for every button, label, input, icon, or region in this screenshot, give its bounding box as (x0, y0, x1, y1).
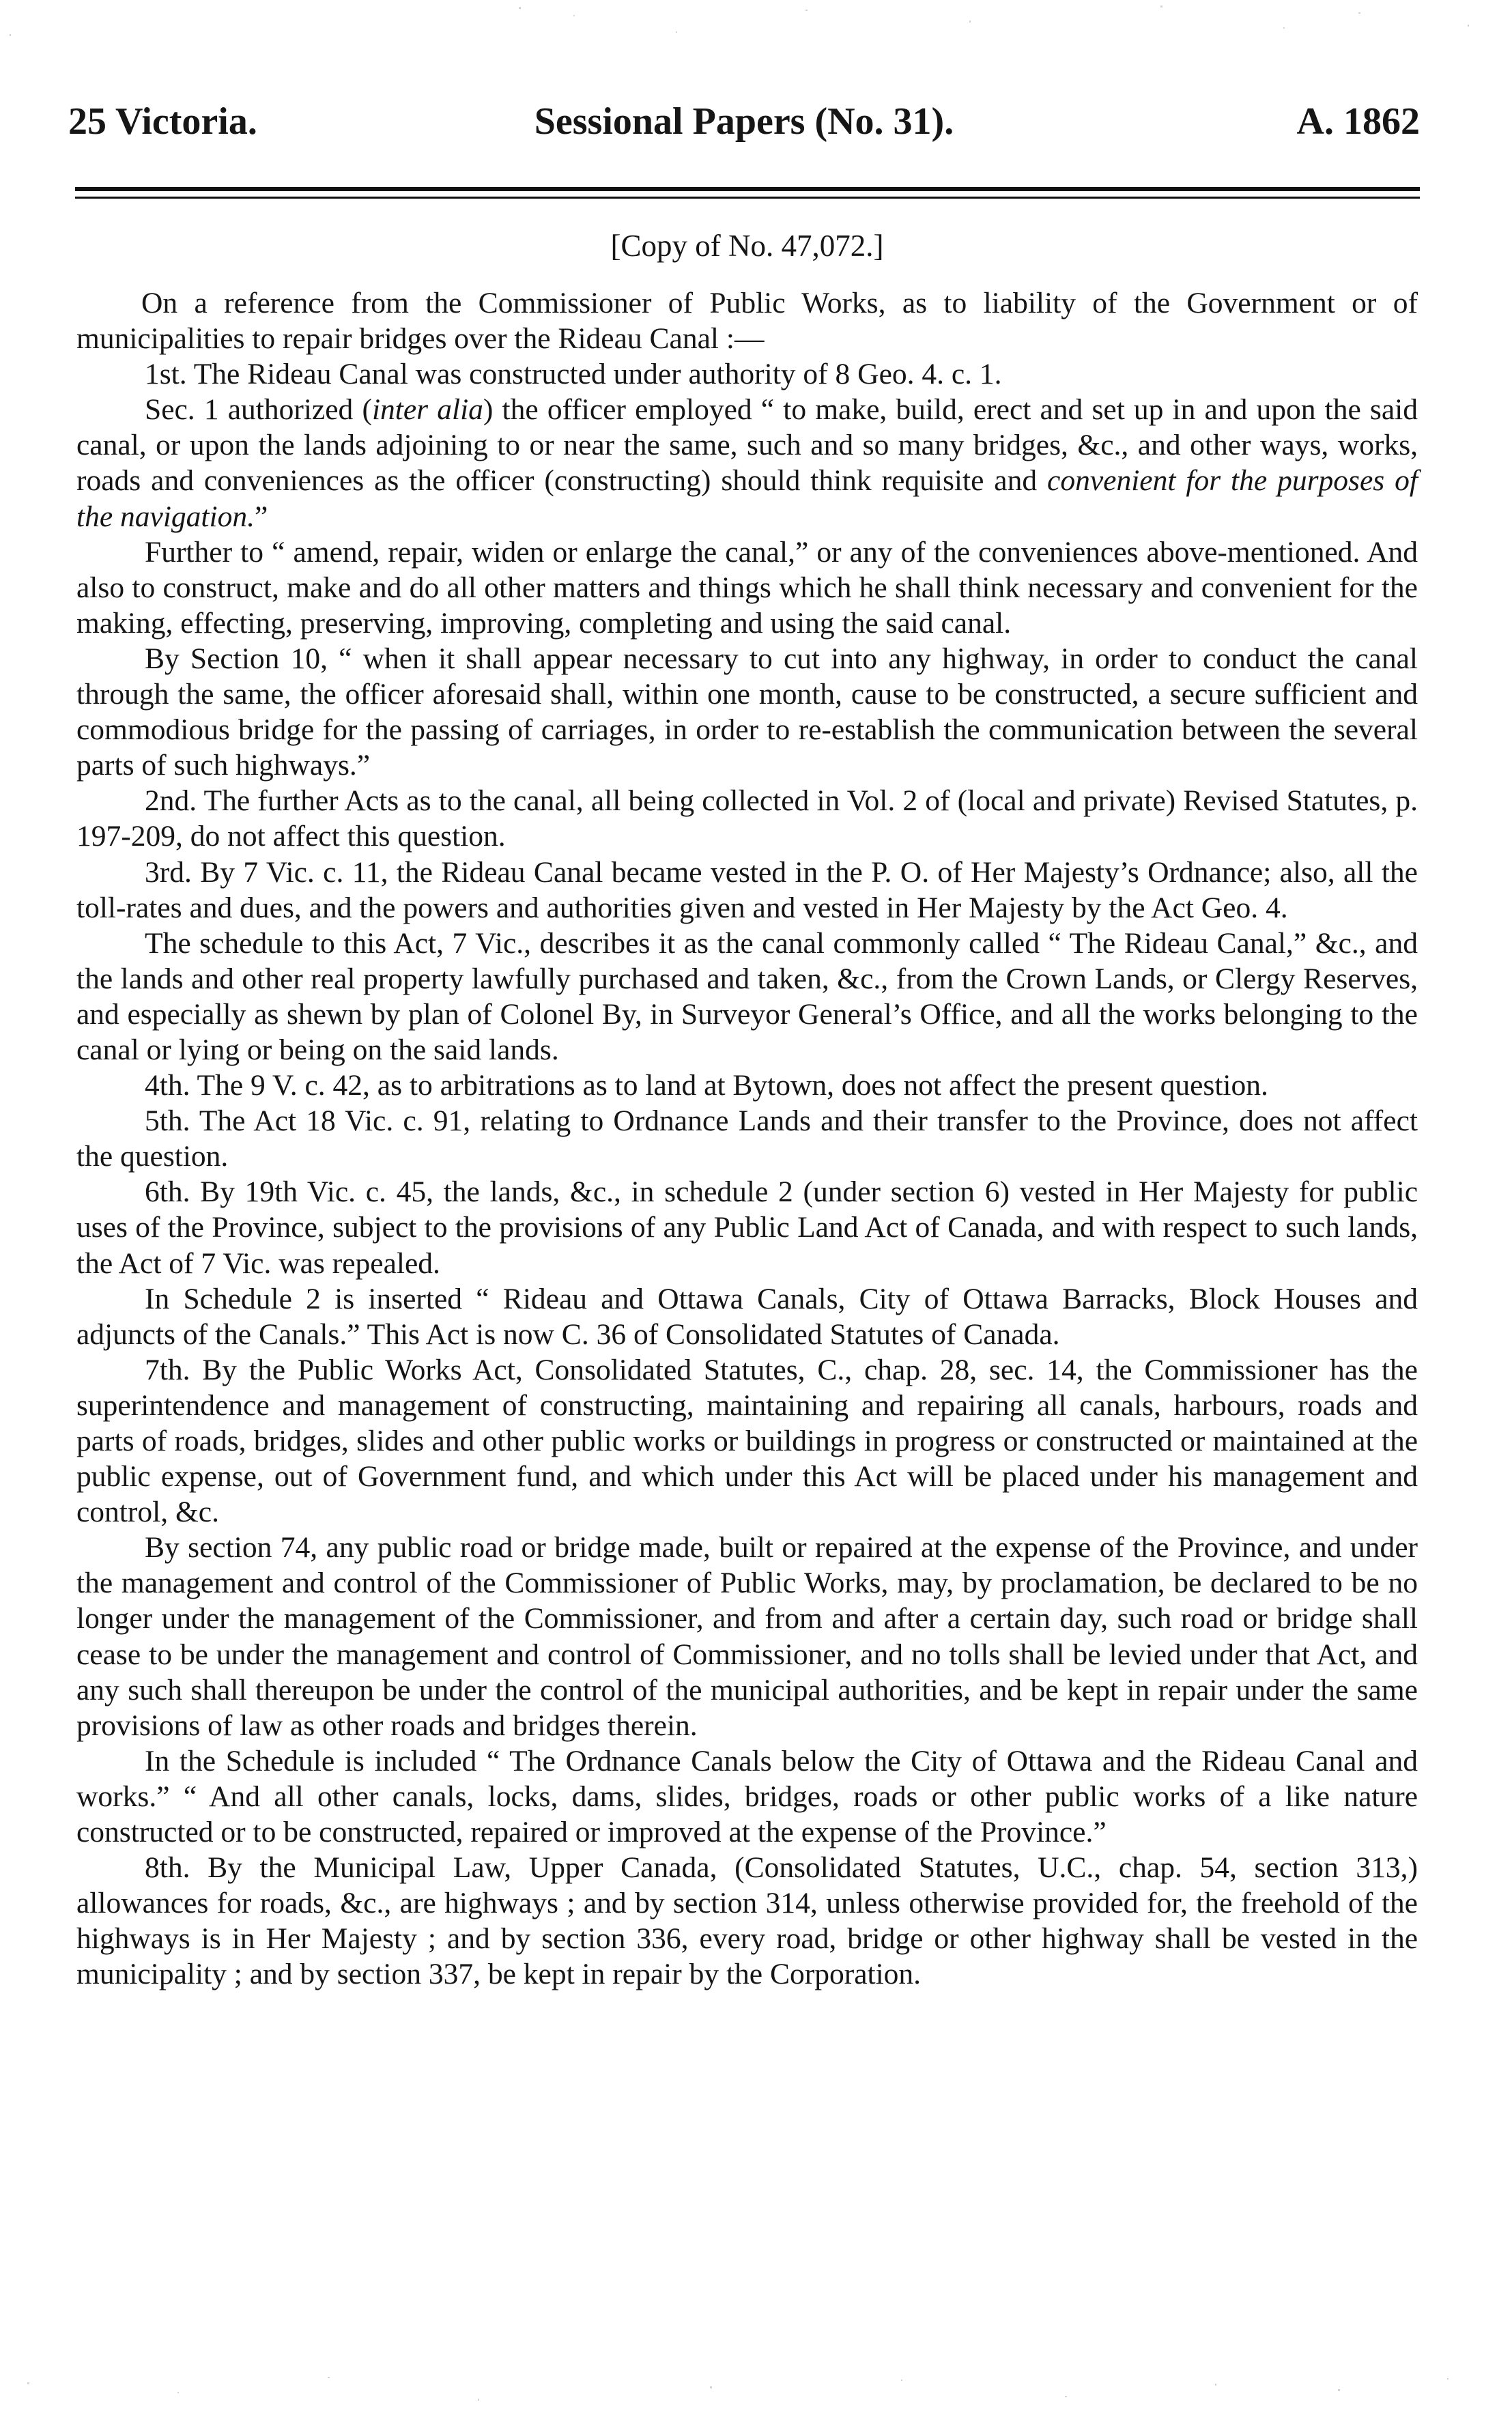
paragraph-3rd: 3rd. By 7 Vic. c. 11, the Rideau Canal became vested in the P. O. of Her Majesty’s Ordnance; also, all the toll-rates and dues, and the powers and authorities given and vested in Her Majesty by the Act Geo. 4. (76, 855, 1418, 924)
paragraph-section-74: By section 74, any public road or bridge made, built or repaired at the expense of the Province, and under the management and control of the Commissioner of Public Works, may, by proclamation, be declared to be no longer under the management of the Commissioner, and from and after a certain day, such road or bridge shall cease to be under the management and control of Commissioner, and no tolls shall be levied under that Act, and any such shall thereupon be under the control of the municipal authorities, and be kept in repair under the same provisions of law as other roads and bridges therein. (76, 1531, 1418, 1742)
header-rule-thin (75, 197, 1420, 199)
running-head (68, 94, 1420, 149)
paragraph-7th: 7th. By the Public Works Act, Consolidated Statutes, C., chap. 28, sec. 14, the Commissioner has the superintendence and management of constructing, maintaining and repairing all canals, harbours, roads and parts of roads, bridges, slides and other public works or buildings in progress or constructed or maintained at the public expense, out of Government fund, and which under this Act will be placed under his management and control, &c. (76, 1353, 1418, 1529)
copy-note: [Copy of No. 47,072.] (610, 229, 884, 263)
running-head-right: A. 1862 (1296, 100, 1420, 143)
paragraph-schedule-7-vic: The schedule to this Act, 7 Vic., describes it as the canal commonly called “ The Rideau Canal,” &c., and the lands and other real property lawfully purchased and taken, &c., from the Crown Lands, or Clergy Reserves, and especially as shewn by plan of Colonel By, in Surveyor General’s Office, and all the works belonging to the canal or lying or being on the said lands. (76, 926, 1418, 1066)
paragraph-2nd: 2nd. The further Acts as to the canal, all being collected in Vol. 2 of (local and private) Revised Statutes, p. 197-209, do not affect this question. (76, 784, 1418, 853)
document-body (76, 225, 1418, 1993)
paragraph-further: Further to “ amend, repair, widen or enlarge the canal,” or any of the conveniences above-mentioned. And also to construct, make and do all other matters and things which he shall think necessary and convenient for the making, effecting, preserving, improving, completing and using the said canal. (76, 535, 1418, 640)
paragraph-sec-1-italic-a: inter alia (371, 393, 483, 427)
paragraph-schedule-2: In Schedule 2 is inserted “ Rideau and Ottawa Canals, City of Ottawa Barracks, Block Houses and adjuncts of the Canals.” This Act is now C. 36 of Consolidated Statutes of Canada. (76, 1282, 1418, 1351)
paragraph-schedule-included: In the Schedule is included “ The Ordnance Canals below the City of Ottawa and the Rideau Canal and works.” “ And all other canals, locks, dams, slides, bridges, roads or other public works of a like nature constructed or to be constructed, repaired or improved at the expense of the Province.” (76, 1744, 1418, 1849)
paragraph-8th: 8th. By the Municipal Law, Upper Canada, (Consolidated Statutes, U.C., chap. 54, section 313,) allowances for roads, &c., are highways ; and by section 314, unless otherwise provided for, the freehold of the highways is in Her Majesty ; and by section 336, every road, bridge or other highway shall be vested in the municipality ; and by section 337, be kept in repair by the Corporation. (76, 1851, 1418, 1991)
paragraph-6th: 6th. By 19th Vic. c. 45, the lands, &c., in schedule 2 (under section 6) vested in Her Majesty for public uses of the Province, subject to the provisions of any Public Land Act of Canada, and with respect to such lands, the Act of 7 Vic. was repealed. (76, 1175, 1418, 1280)
paragraph-section-10: By Section 10, “ when it shall appear necessary to cut into any highway, in order to conduct the canal through the same, the officer aforesaid shall, within one month, cause to be constructed, a secure sufficient and commodious bridge for the passing of carriages, in order to re-establish the communication between the several parts of such highways.” (76, 642, 1418, 782)
paragraph-1st: 1st. The Rideau Canal was constructed under authority of 8 Geo. 4. c. 1. (145, 358, 1002, 391)
paragraph-sec-1-text-a: Sec. 1 authorized ( (145, 393, 372, 427)
paragraph-4th: 4th. The 9 V. c. 42, as to arbitrations as to land at Bytown, does not affect the present question. (145, 1069, 1268, 1102)
running-head-left: 25 Victoria. (68, 100, 257, 143)
paragraph-intro: On a reference from the Commissioner of Public Works, as to liability of the Government or of municipalities to repair bridges over the Rideau Canal :— (76, 287, 1418, 356)
paragraph-sec-1-text-b: ) the officer employed “ to make, build, erect and set up in and upon the said canal, or upon the lands adjoining to or near the same, such and so many bridges, &c., and other ways, works, roads and conveniences as the officer (constructing) should think requisite and (76, 393, 1418, 498)
page-speckle-top (0, 0, 1512, 48)
paragraph-sec-1-text-c: ” (254, 500, 268, 533)
paragraph-sec-1-italic-b: convenient for the purposes of the navigation. (76, 464, 1418, 533)
paragraph-5th: 5th. The Act 18 Vic. c. 91, relating to Ordnance Lands and their transfer to the Province, does not affect the question. (76, 1104, 1418, 1173)
running-head-center: Sessional Papers (No. 31). (534, 100, 954, 143)
paragraph-sec-1 (76, 392, 1418, 534)
header-rule-thick (75, 187, 1420, 191)
page-speckle-bottom (0, 2369, 1512, 2416)
